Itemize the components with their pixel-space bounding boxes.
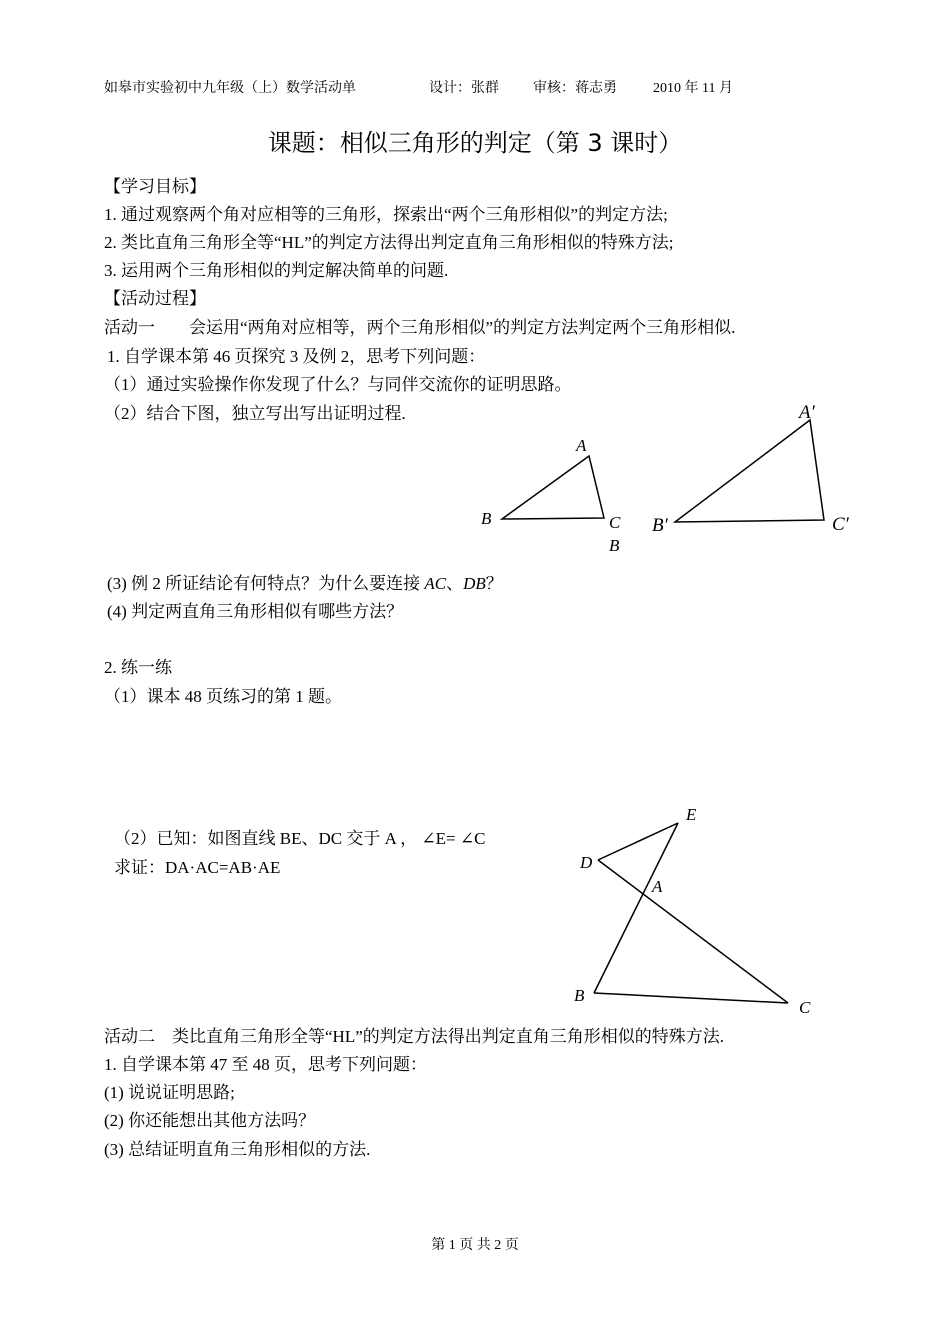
header-designer: 设计：张群 <box>429 81 499 96</box>
activity1-question-2: （2）结合下图，独立写出写出证明过程. <box>104 404 406 423</box>
page-footer: 第 1 页 共 2 页 <box>431 1238 519 1253</box>
activity1-question-3: (3) 例 2 所证结论有何特点？为什么要连接 AC、DB？ <box>107 574 503 593</box>
objectives-heading: 【学习目标】 <box>104 177 206 196</box>
label-b-extra: B <box>609 536 620 555</box>
label-b-prime: B′ <box>652 515 668 536</box>
label-c-prime: C′ <box>832 514 849 535</box>
header-reviewer: 审核：蒋志勇 <box>533 81 617 96</box>
label-b: B <box>574 986 585 1005</box>
header-date: 2010 年 11 月 <box>653 81 733 96</box>
activity1-question-4: (4) 判定两直角三角形相似有哪些方法？ <box>107 602 404 621</box>
objective-item: 3. 运用两个三角形相似的判定解决简单的问题. <box>104 261 449 280</box>
label-c: C <box>799 998 811 1017</box>
practice-exercise-2: （2）已知：如图直线 BE、DC 交于 A ， ∠E= ∠C <box>114 829 486 848</box>
segment-de <box>598 823 678 860</box>
label-a-prime: A′ <box>799 402 815 423</box>
segment-db: DB <box>463 574 486 593</box>
activity2-title: 活动二 类比直角三角形全等“HL”的判定方法得出判定直角三角形相似的特殊方法. <box>104 1027 725 1046</box>
activity2-question-2: (2) 你还能想出其他方法吗？ <box>104 1111 316 1130</box>
segment-bc <box>594 993 788 1003</box>
segment-ac: AC <box>424 574 447 593</box>
label-e: E <box>686 805 697 824</box>
label-c: C <box>609 513 621 532</box>
practice-exercise-1: （1）课本 48 页练习的第 1 题。 <box>104 687 342 706</box>
header-school: 如皋市实验初中九年级（上）数学活动单 <box>104 81 356 96</box>
activity1-step1: 1. 自学课本第 46 页探究 3 及例 2，思考下列问题： <box>107 347 486 366</box>
activity2-question-1: (1) 说说证明思路; <box>104 1083 235 1102</box>
activity1-title: 活动一 会运用“两角对应相等，两个三角形相似”的判定方法判定两个三角形相似. <box>104 318 736 337</box>
activity2-question-3: (3) 总结证明直角三角形相似的方法. <box>104 1140 371 1159</box>
page-title: 课题：相似三角形的判定（第 3 课时） <box>267 129 683 157</box>
label-b: B <box>481 509 492 528</box>
label-d: D <box>580 853 593 872</box>
label-a: A <box>576 436 587 455</box>
activity1-question-1: （1）通过实验操作你发现了什么？与同伴交流你的证明思路。 <box>104 375 572 394</box>
process-heading: 【活动过程】 <box>104 289 206 308</box>
objective-item: 2. 类比直角三角形全等“HL”的判定方法得出判定直角三角形相似的特殊方法; <box>104 233 674 252</box>
line-be <box>594 823 678 993</box>
practice-prove: 求证：DA·AC=AB·AE <box>114 858 281 877</box>
label-a: A <box>652 877 663 896</box>
line-dc <box>598 860 788 1003</box>
activity2-step1: 1. 自学课本第 47 至 48 页，思考下列问题： <box>104 1055 427 1074</box>
practice-heading: 2. 练一练 <box>104 658 172 677</box>
objective-item: 1. 通过观察两个角对应相等的三角形，探索出“两个三角形相似”的判定方法; <box>104 205 668 224</box>
